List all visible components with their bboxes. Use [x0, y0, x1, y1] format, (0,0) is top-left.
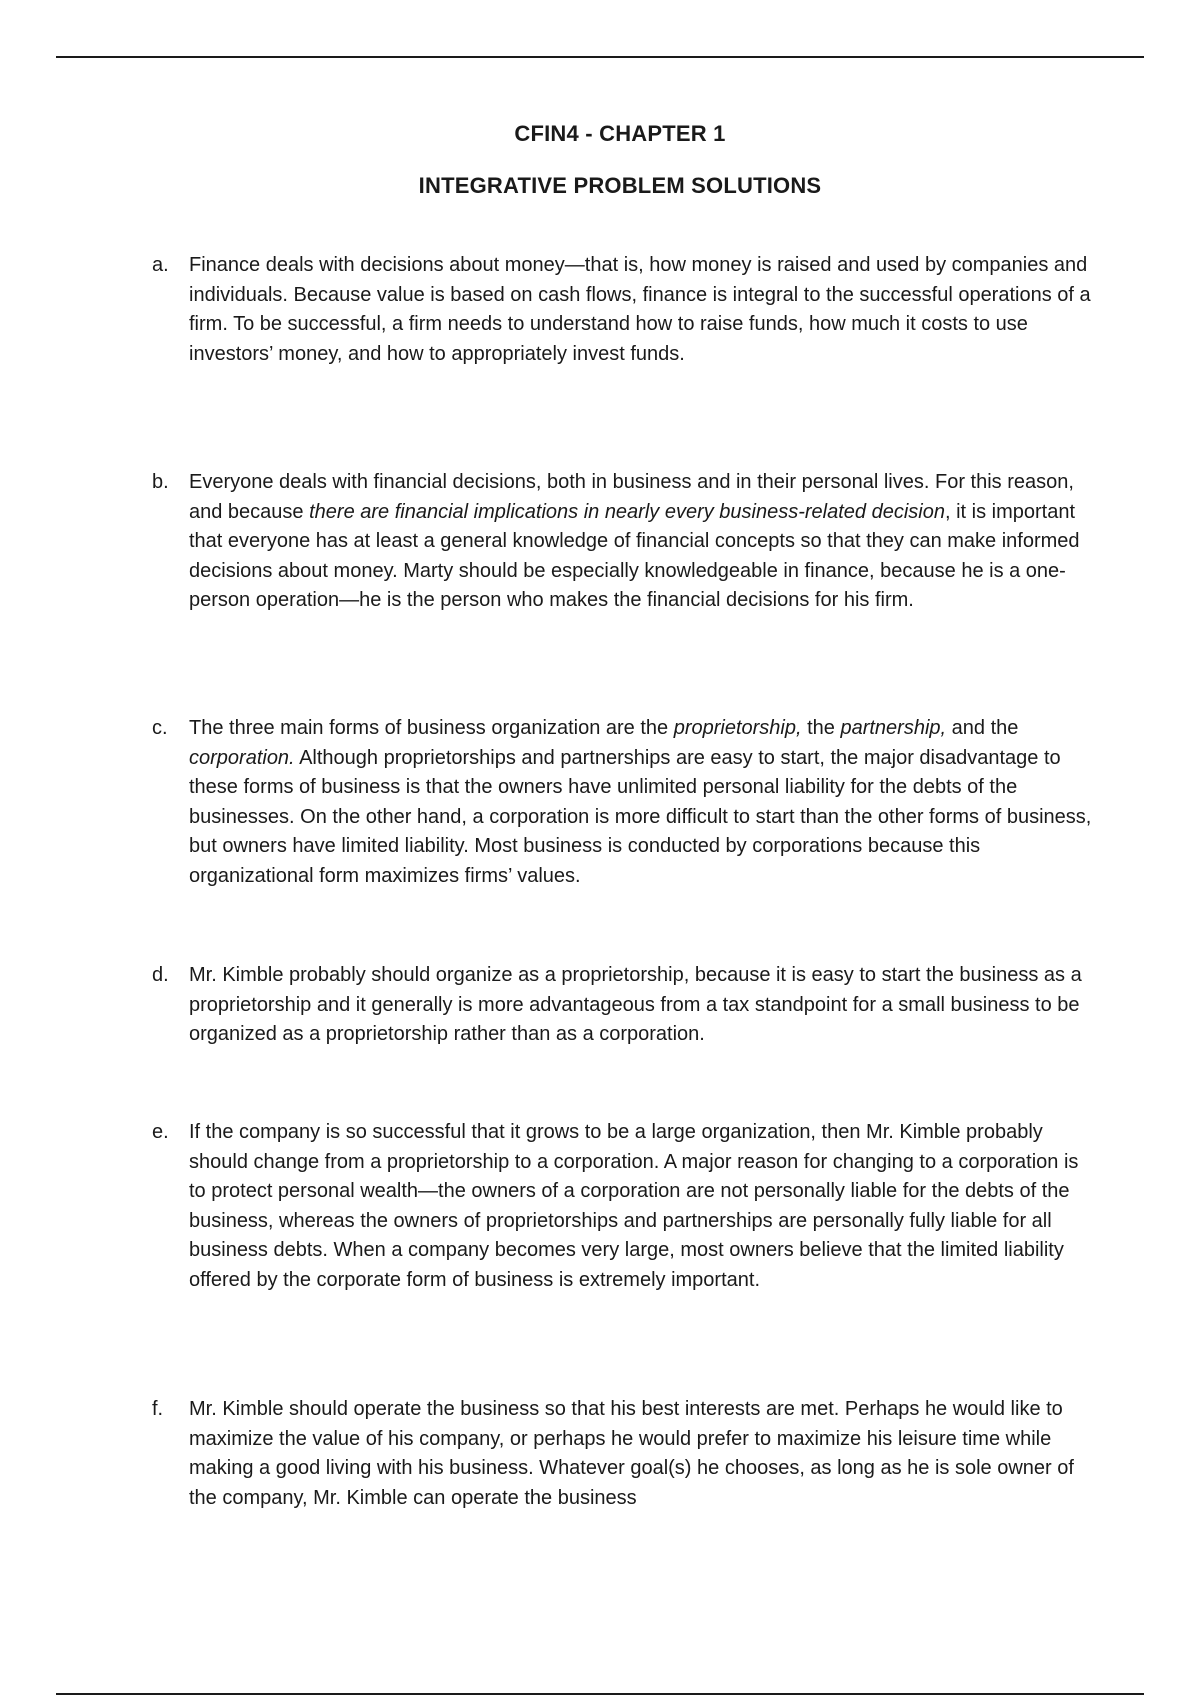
document-title: CFIN4 - CHAPTER 1 [514, 121, 726, 146]
item-text-part: The three main forms of business organization are the [189, 717, 674, 739]
item-text-part: the [801, 717, 841, 739]
solution-item-c [152, 714, 1092, 891]
top-rule [56, 56, 1144, 58]
item-text: Mr. Kimble should operate the business so that his best interests are met. Perhaps he would like to maximize the value of his company, or perhaps he would prefer to maximize his leisure time while making a good living with his business. Whatever goal(s) he chooses, as long as he is sole owner of the company, Mr. Kimble can operate the business [189, 1398, 1074, 1509]
item-letter: d. [152, 964, 169, 986]
item-text: If the company is so successful that it grows to be a large organization, then Mr. Kimble probably should change from a proprietorship to a corporation. A major reason for changing to a corporation is to protect personal wealth—the owners of a corporation are not personally liable for the debts of the business, whereas the owners of proprietorships and partnerships are personally fully liable for all business debts. When a company becomes very large, most owners believe that the limited liability offered by the corporate form of business is extremely important. [189, 1121, 1079, 1291]
item-text-italic: proprietorship, [673, 717, 802, 739]
item-text-italic: corporation. [189, 746, 295, 769]
solution-item-f [152, 1395, 1092, 1513]
item-text-italic: there are financial implications in nearly every business-related decision [309, 500, 945, 523]
solution-item-e [152, 1118, 1092, 1295]
solution-item-d [152, 961, 1092, 1050]
item-letter: e. [152, 1121, 169, 1143]
item-text-part: Although proprietorships and partnerships are easy to start, the major disadvantage to these forms of business is that the owners have unlimited personal liability for the debts of the businesses. On the other hand, a corporation is more difficult to start than the other forms of business, but owners have limited liability. Most business is conducted by corporations because this organizational form maximizes firms’ values. [189, 746, 1092, 887]
item-text [189, 714, 1092, 891]
solution-item-a [152, 251, 1092, 369]
item-text: Mr. Kimble probably should organize as a proprietorship, because it is easy to start the business as a proprietorship and it generally is more advantageous from a tax standpoint for a small business to be organized as a proprietorship rather than as a corporation. [189, 964, 1082, 1045]
solution-item-b [152, 468, 1092, 616]
item-letter: c. [152, 717, 168, 739]
item-text [189, 468, 1092, 616]
item-letter: a. [152, 254, 169, 276]
item-text-part: Everyone deals with financial decisions, both in business and in their personal lives. For this reason, and because [189, 471, 1074, 523]
item-letter: b. [152, 471, 169, 493]
item-text-part: and the [946, 717, 1019, 739]
item-text-italic: partnership, [840, 717, 947, 739]
document-subtitle: INTEGRATIVE PROBLEM SOLUTIONS [418, 173, 822, 198]
bottom-rule [56, 1693, 1144, 1695]
item-text: Finance deals with decisions about money—that is, how money is raised and used by companies and individuals. Because value is based on cash flows, finance is integral to the successful operations of a firm. To be successful, a firm needs to understand how to raise funds, how much it costs to use investors’ money, and how to appropriately invest funds. [189, 254, 1091, 365]
item-text-part: , it is important that everyone has at least a general knowledge of financial concepts so that they can make informed decisions about money. Marty should be especially knowledgeable in finance, because he is a one-person operation—he is the person who makes the financial decisions for his firm. [189, 500, 1080, 611]
item-letter: f. [152, 1398, 164, 1420]
